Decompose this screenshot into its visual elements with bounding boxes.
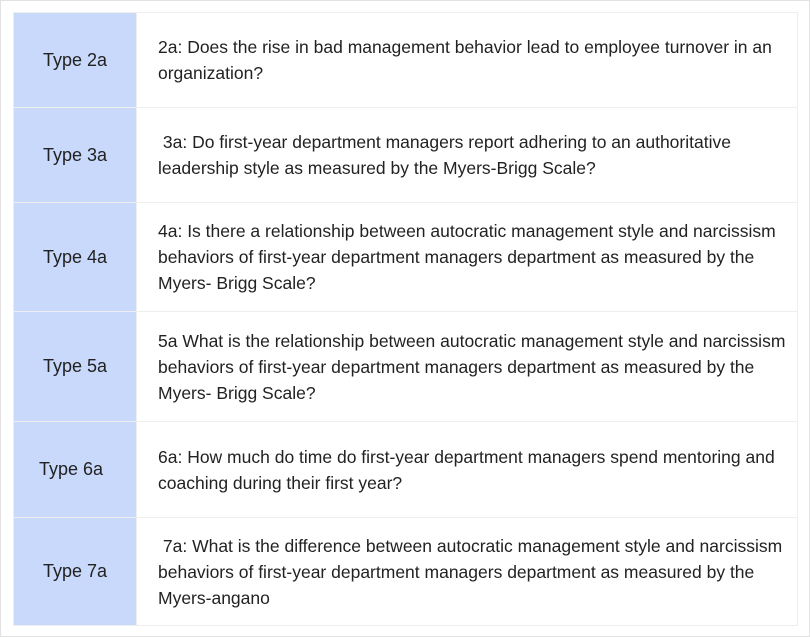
question-text: 3a: Do first-year department managers report adhering to an authoritative leadership style as measured by the Myers-Brigg Scale? xyxy=(137,108,798,203)
type-label: Type 4a xyxy=(14,203,137,312)
type-label: Type 5a xyxy=(14,312,137,422)
table-row xyxy=(14,312,798,422)
research-questions-table xyxy=(13,12,798,626)
question-text: 4a: Is there a relationship between autocratic management style and narcissism behaviors of first-year department managers department as measured by the Myers- Brigg Scale? xyxy=(137,203,798,312)
type-label: Type 6a xyxy=(14,422,137,518)
question-text: 6a: How much do time do first-year department managers spend mentoring and coaching during their first year? xyxy=(137,422,798,518)
question-text: 2a: Does the rise in bad management behavior lead to employee turnover in an organization? xyxy=(137,13,798,108)
question-text: 7a: What is the difference between autocratic management style and narcissism behaviors of first-year department managers department as measured by the Myers-angano xyxy=(137,518,798,626)
question-text: 5a What is the relationship between autocratic management style and narcissism behaviors of first-year department managers department as measured by the Myers- Brigg Scale? xyxy=(137,312,798,422)
table-row xyxy=(14,422,798,518)
table-row xyxy=(14,518,798,626)
type-label: Type 3a xyxy=(14,108,137,203)
table-row xyxy=(14,108,798,203)
type-label: Type 2a xyxy=(14,13,137,108)
table-row xyxy=(14,13,798,108)
table-row xyxy=(14,203,798,312)
type-label: Type 7a xyxy=(14,518,137,626)
